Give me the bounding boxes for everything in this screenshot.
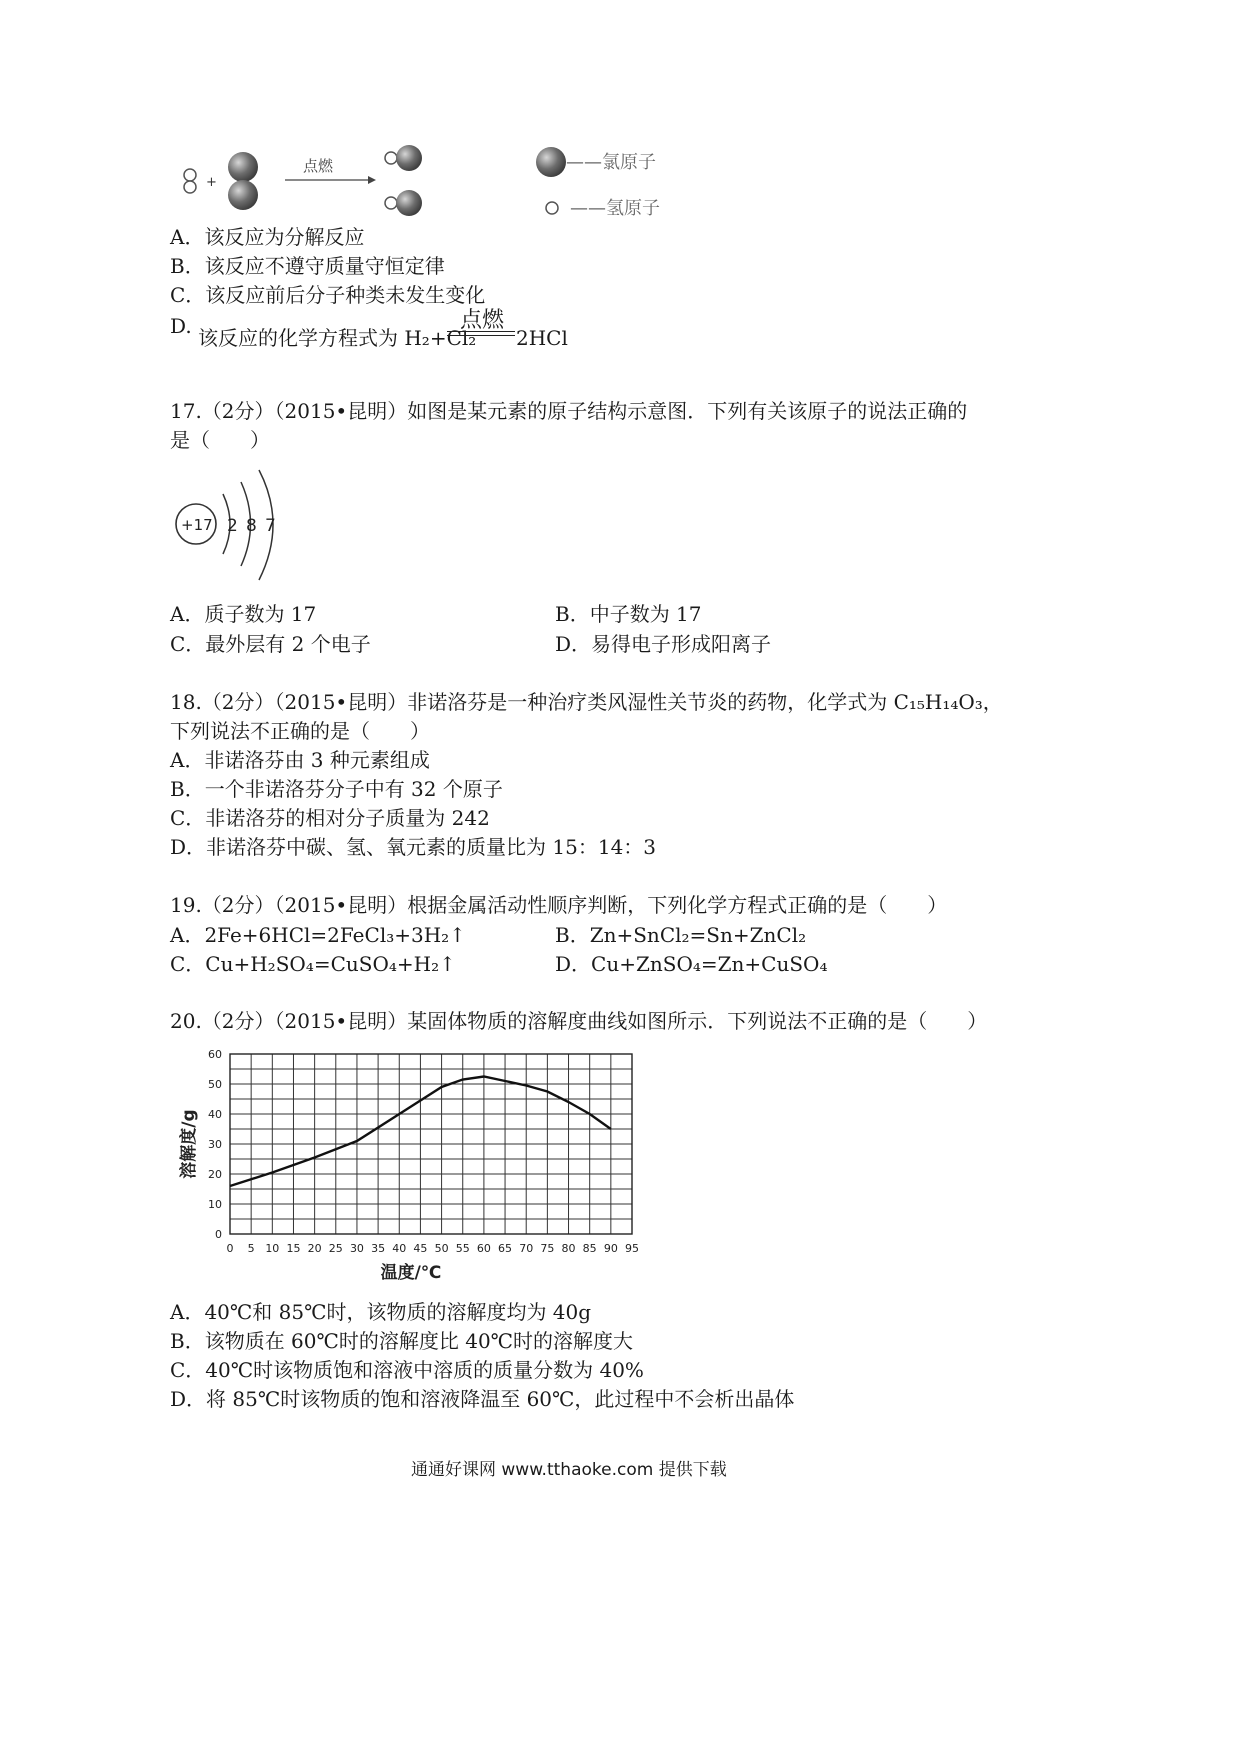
x-tick-label: 65: [498, 1242, 513, 1255]
x-tick-label: 10: [265, 1242, 280, 1255]
q17-option-b: B．中子数为 17: [555, 602, 702, 626]
arrow-head-icon: [368, 176, 376, 184]
q16-option-b: B．该反应不遵守质量守恒定律: [170, 254, 445, 278]
x-axis-label: 温度/℃: [380, 1263, 442, 1283]
hcl-molecule: [385, 190, 422, 216]
x-tick-label: 15: [286, 1242, 301, 1255]
shell-electrons-2: 8: [246, 516, 257, 536]
q17-option-c: C．最外层有 2 个电子: [170, 632, 371, 656]
q16-equation-bar: [447, 335, 515, 336]
x-tick-label: 50: [434, 1242, 449, 1255]
q18-option-c: C．非诺洛芬的相对分子质量为 242: [170, 806, 490, 830]
x-tick-label: 95: [625, 1242, 639, 1255]
x-tick-label: 75: [540, 1242, 555, 1255]
legend-hydrogen-label: ——氢原子: [570, 198, 660, 219]
q18-stem-line2: 下列说法不正确的是（ ）: [170, 719, 430, 743]
solubility-chart: [160, 1040, 660, 1290]
q17-option-a: A．质子数为 17: [170, 602, 317, 626]
q18-stem-line1: 18.（2分）（2015•昆明）非诺洛芬是一种治疗类风湿性关节炎的药物，化学式为 C₁₅H₁₄O₃，: [170, 690, 1003, 714]
page-footer: 通通好课网 www.tthaoke.com 提供下载: [411, 1460, 727, 1480]
q20-option-c: C．40℃时该物质饱和溶液中溶质的质量分数为 40%: [170, 1358, 644, 1382]
q18-option-d: D．非诺洛芬中碳、氢、氧元素的质量比为 15：14：3: [170, 835, 657, 859]
y-tick-label: 20: [208, 1168, 222, 1181]
hydrogen-molecule: [184, 169, 196, 193]
x-tick-label: 0: [226, 1242, 234, 1255]
x-tick-label: 35: [371, 1242, 386, 1255]
chlorine-molecule: [228, 152, 258, 210]
y-tick-label: 60: [208, 1048, 222, 1061]
q16-equation-bar: [447, 331, 515, 332]
y-tick-label: 0: [215, 1228, 222, 1241]
q18-option-b: B．一个非诺洛芬分子中有 32 个原子: [170, 777, 503, 801]
q20-stem: 20.（2分）（2015•昆明）某固体物质的溶解度曲线如图所示．下列说法不正确的是（ ）: [170, 1009, 988, 1033]
shell-electrons-3: 7: [265, 516, 276, 536]
atom-structure-diagram: [165, 462, 305, 592]
q17-option-d: D．易得电子形成阳离子: [555, 632, 772, 656]
x-tick-label: 85: [582, 1242, 597, 1255]
q19-option-c: C．Cu+H₂SO₄=CuSO₄+H₂↑: [170, 952, 456, 976]
q16-option-d-letter: D.: [170, 314, 192, 338]
y-tick-label: 30: [208, 1138, 222, 1151]
legend-chlorine-label: ——氯原子: [566, 152, 656, 173]
x-tick-label: 60: [476, 1242, 491, 1255]
q20-option-d: D．将 85℃时该物质的饱和溶液降温至 60℃，此过程中不会析出晶体: [170, 1387, 795, 1411]
q16-product: 2HCl: [516, 326, 568, 350]
q19-stem: 19.（2分）（2015•昆明）根据金属活动性顺序判断，下列化学方程式正确的是（ ）: [170, 893, 948, 917]
x-tick-label: 5: [247, 1242, 255, 1255]
q16-option-d-text: 该反应的化学方程式为 H₂+Cl₂: [198, 326, 477, 350]
x-tick-label: 55: [455, 1242, 470, 1255]
x-tick-label: 90: [603, 1242, 618, 1255]
arrow-condition-label: 点燃: [303, 157, 334, 175]
shell-electrons-1: 2: [227, 516, 238, 536]
y-axis-label: 溶解度/g: [179, 1109, 199, 1179]
q18-option-a: A．非诺洛芬由 3 种元素组成: [170, 748, 430, 772]
x-tick-label: 70: [519, 1242, 534, 1255]
x-tick-label: 20: [307, 1242, 322, 1255]
x-tick-label: 45: [413, 1242, 428, 1255]
plus-sign: +: [206, 175, 217, 190]
q16-condition-over-arrow: 点燃: [460, 308, 505, 333]
q19-option-d: D．Cu+ZnSO₄=Zn+CuSO₄: [555, 952, 828, 976]
x-tick-label: 30: [349, 1242, 364, 1255]
q17-stem-line1: 17.（2分）（2015•昆明）如图是某元素的原子结构示意图．下列有关该原子的说法正确的: [170, 399, 968, 423]
q20-option-a: A．40℃和 85℃时，该物质的溶解度均为 40g: [170, 1300, 592, 1324]
q17-stem-line2: 是（ ）: [170, 428, 270, 452]
legend-hydrogen: [546, 198, 660, 219]
hcl-molecule: [385, 145, 422, 171]
y-tick-label: 50: [208, 1078, 222, 1091]
x-tick-label: 80: [561, 1242, 576, 1255]
q19-option-a: A．2Fe+6HCl=2FeCl₃+3H₂↑: [170, 923, 466, 947]
x-tick-label: 40: [392, 1242, 407, 1255]
y-tick-label: 10: [208, 1198, 222, 1211]
chart-grid: [230, 1054, 632, 1234]
nucleus-charge: +17: [181, 516, 213, 534]
q20-option-b: B．该物质在 60℃时的溶解度比 40℃时的溶解度大: [170, 1329, 634, 1353]
q19-option-b: B．Zn+SnCl₂=Sn+ZnCl₂: [555, 923, 807, 947]
legend-chlorine: [536, 147, 656, 177]
y-tick-label: 40: [208, 1108, 222, 1121]
q16-option-a: A．该反应为分解反应: [170, 225, 365, 249]
q16-option-c: C．该反应前后分子种类未发生变化: [170, 283, 486, 307]
x-tick-label: 25: [328, 1242, 343, 1255]
